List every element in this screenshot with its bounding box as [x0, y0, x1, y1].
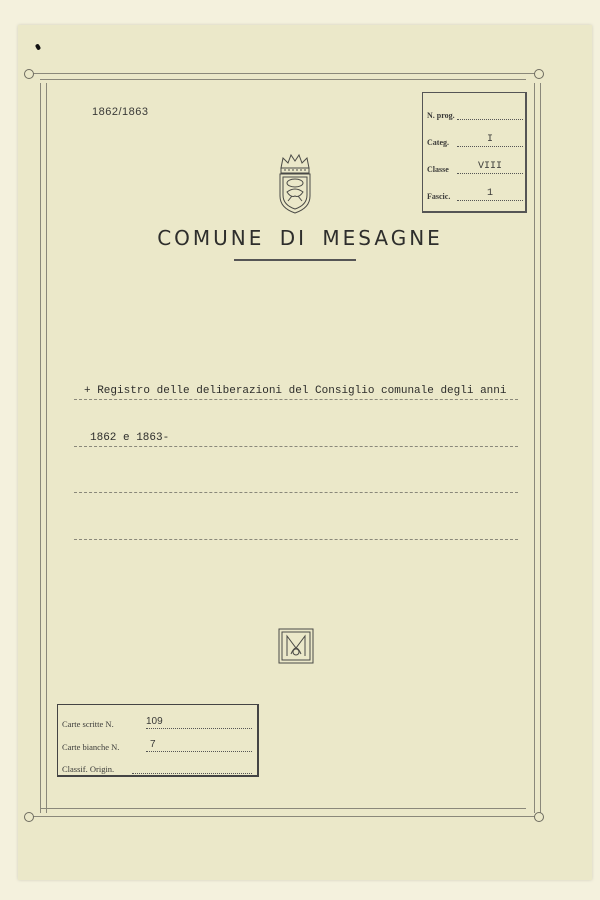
- title-underline: [234, 259, 356, 261]
- year-range: 1862/1863: [92, 106, 149, 118]
- class-value: [457, 107, 523, 120]
- pages-row-blank: [62, 739, 254, 753]
- description-text: 1862 e 1863-: [90, 432, 170, 444]
- pages-label: Carte scritte N.: [62, 719, 114, 729]
- pages-label: Carte bianche N.: [62, 742, 120, 752]
- frame-corner-top-left: [24, 69, 34, 79]
- class-row-fascic: [427, 189, 523, 203]
- pages-value: [132, 761, 252, 774]
- class-label: N. prog.: [427, 111, 455, 120]
- class-label: Classe: [427, 165, 449, 174]
- frame-right-inner: [534, 83, 535, 813]
- description-line-1: [74, 385, 518, 400]
- frame-top-outer: [31, 73, 535, 74]
- frame-corner-bottom-left: [24, 812, 34, 822]
- description-line-3: [74, 478, 518, 493]
- class-row-categ: [427, 135, 523, 149]
- description-line-4: [74, 525, 518, 540]
- class-value: 1: [457, 188, 523, 201]
- class-value: VIII: [457, 161, 523, 174]
- pages-value: 109: [146, 716, 252, 729]
- class-row-prog: [427, 108, 523, 122]
- pages-row-written: [62, 716, 254, 730]
- pages-count-box: [57, 704, 259, 777]
- pages-value: 7: [146, 739, 252, 752]
- class-label: Categ.: [427, 138, 449, 147]
- class-label: Fascic.: [427, 192, 451, 201]
- frame-right-outer: [540, 83, 541, 813]
- frame-bottom-inner: [40, 808, 526, 809]
- pages-label: Classif. Origin.: [62, 764, 115, 774]
- monogram-emblem-icon: [278, 628, 314, 669]
- description-line-2: [74, 432, 518, 447]
- frame-corner-bottom-right: [534, 812, 544, 822]
- frame-left-outer: [40, 83, 41, 813]
- frame-bottom-outer: [31, 816, 535, 817]
- frame-corner-top-right: [534, 69, 544, 79]
- classification-box: [422, 92, 527, 213]
- frame-top-inner: [40, 79, 526, 80]
- page-title: COMUNE DI MESAGNE: [157, 226, 443, 250]
- class-value: I: [457, 134, 523, 147]
- class-row-classe: [427, 162, 523, 176]
- frame-left-inner: [46, 83, 47, 813]
- crest-icon: [276, 152, 314, 219]
- pages-row-classif: [62, 761, 254, 775]
- description-text: + Registro delle deliberazioni del Consiglio comunale degli anni: [84, 385, 507, 397]
